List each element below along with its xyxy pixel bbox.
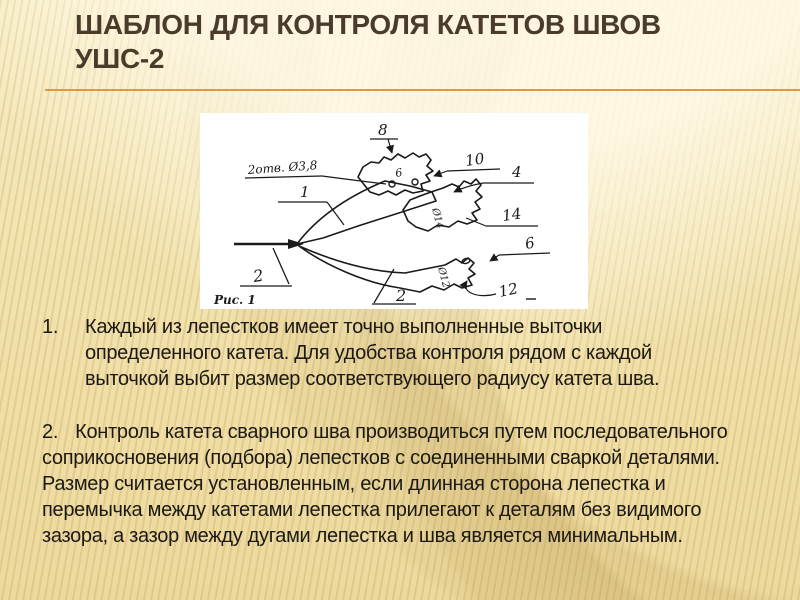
callout-6-underline <box>499 253 550 255</box>
figure-callout-1: 1 <box>300 183 310 201</box>
figure-callout-6: 6 <box>523 233 537 253</box>
hole-right <box>412 179 418 185</box>
list-item-2-number: 2. <box>42 421 59 443</box>
holes-note-leader <box>322 176 386 184</box>
figure-callout-12: 12 <box>497 279 520 301</box>
figure-holes-note: 2отв. Ø3,8 <box>247 158 318 177</box>
figure-callout-2-left: 2 <box>251 265 265 286</box>
figure-callout-14: 14 <box>501 204 523 225</box>
stamp-bottom: Ø12 <box>435 265 452 290</box>
figure-caption: Рис. 1 <box>214 293 256 307</box>
callout-1-leader <box>327 202 344 225</box>
stamp-middle: Ø14 <box>429 206 446 231</box>
list-item-2-text: Контроль катета сварного шва производиться путем последовательного соприкосновения (подбора) лепестков с соединенными сваркой деталями. Размер считается установленным, если длинная сторона лепестка и перемычка между катетами лепестка прилегают к деталям без видимого зазора, а зазор между дугами лепестка и шва является минимальным. <box>42 421 728 547</box>
figure-callout-10: 10 <box>464 149 486 170</box>
callout-8-leader <box>388 139 392 153</box>
figure-callout-8: 8 <box>378 121 388 139</box>
callout-10-leader <box>434 171 447 176</box>
list-item-2 <box>42 419 762 549</box>
callout-6-leader <box>490 255 499 261</box>
figure-callout-2-bottom: 2 <box>396 286 407 305</box>
callout-10-underline <box>447 169 500 171</box>
figure-image <box>200 113 588 309</box>
slide-title: ШАБЛОН ДЛЯ КОНТРОЛЯ КАТЕТОВ ШВОВ УШС-2 <box>75 9 661 74</box>
figure-callout-4: 4 <box>512 163 522 181</box>
list-item-1-text: Каждый из лепестков имеет точно выполненные выточки определенного катета. Для удобства контроля рядом с каждой выточкой выбит размер соответствующего радиусу катета шва. <box>85 316 660 390</box>
hole-bottom <box>462 258 471 265</box>
list-item-1 <box>42 314 701 392</box>
stamp-top: 6 <box>394 165 404 180</box>
callout-12-leader <box>465 281 496 296</box>
callout-2-left-slash <box>273 248 289 284</box>
list-item-1-number: 1. <box>42 316 59 338</box>
title-divider <box>45 89 800 91</box>
petal-left-outline <box>297 181 436 244</box>
template-sketch-drawing <box>200 113 588 309</box>
